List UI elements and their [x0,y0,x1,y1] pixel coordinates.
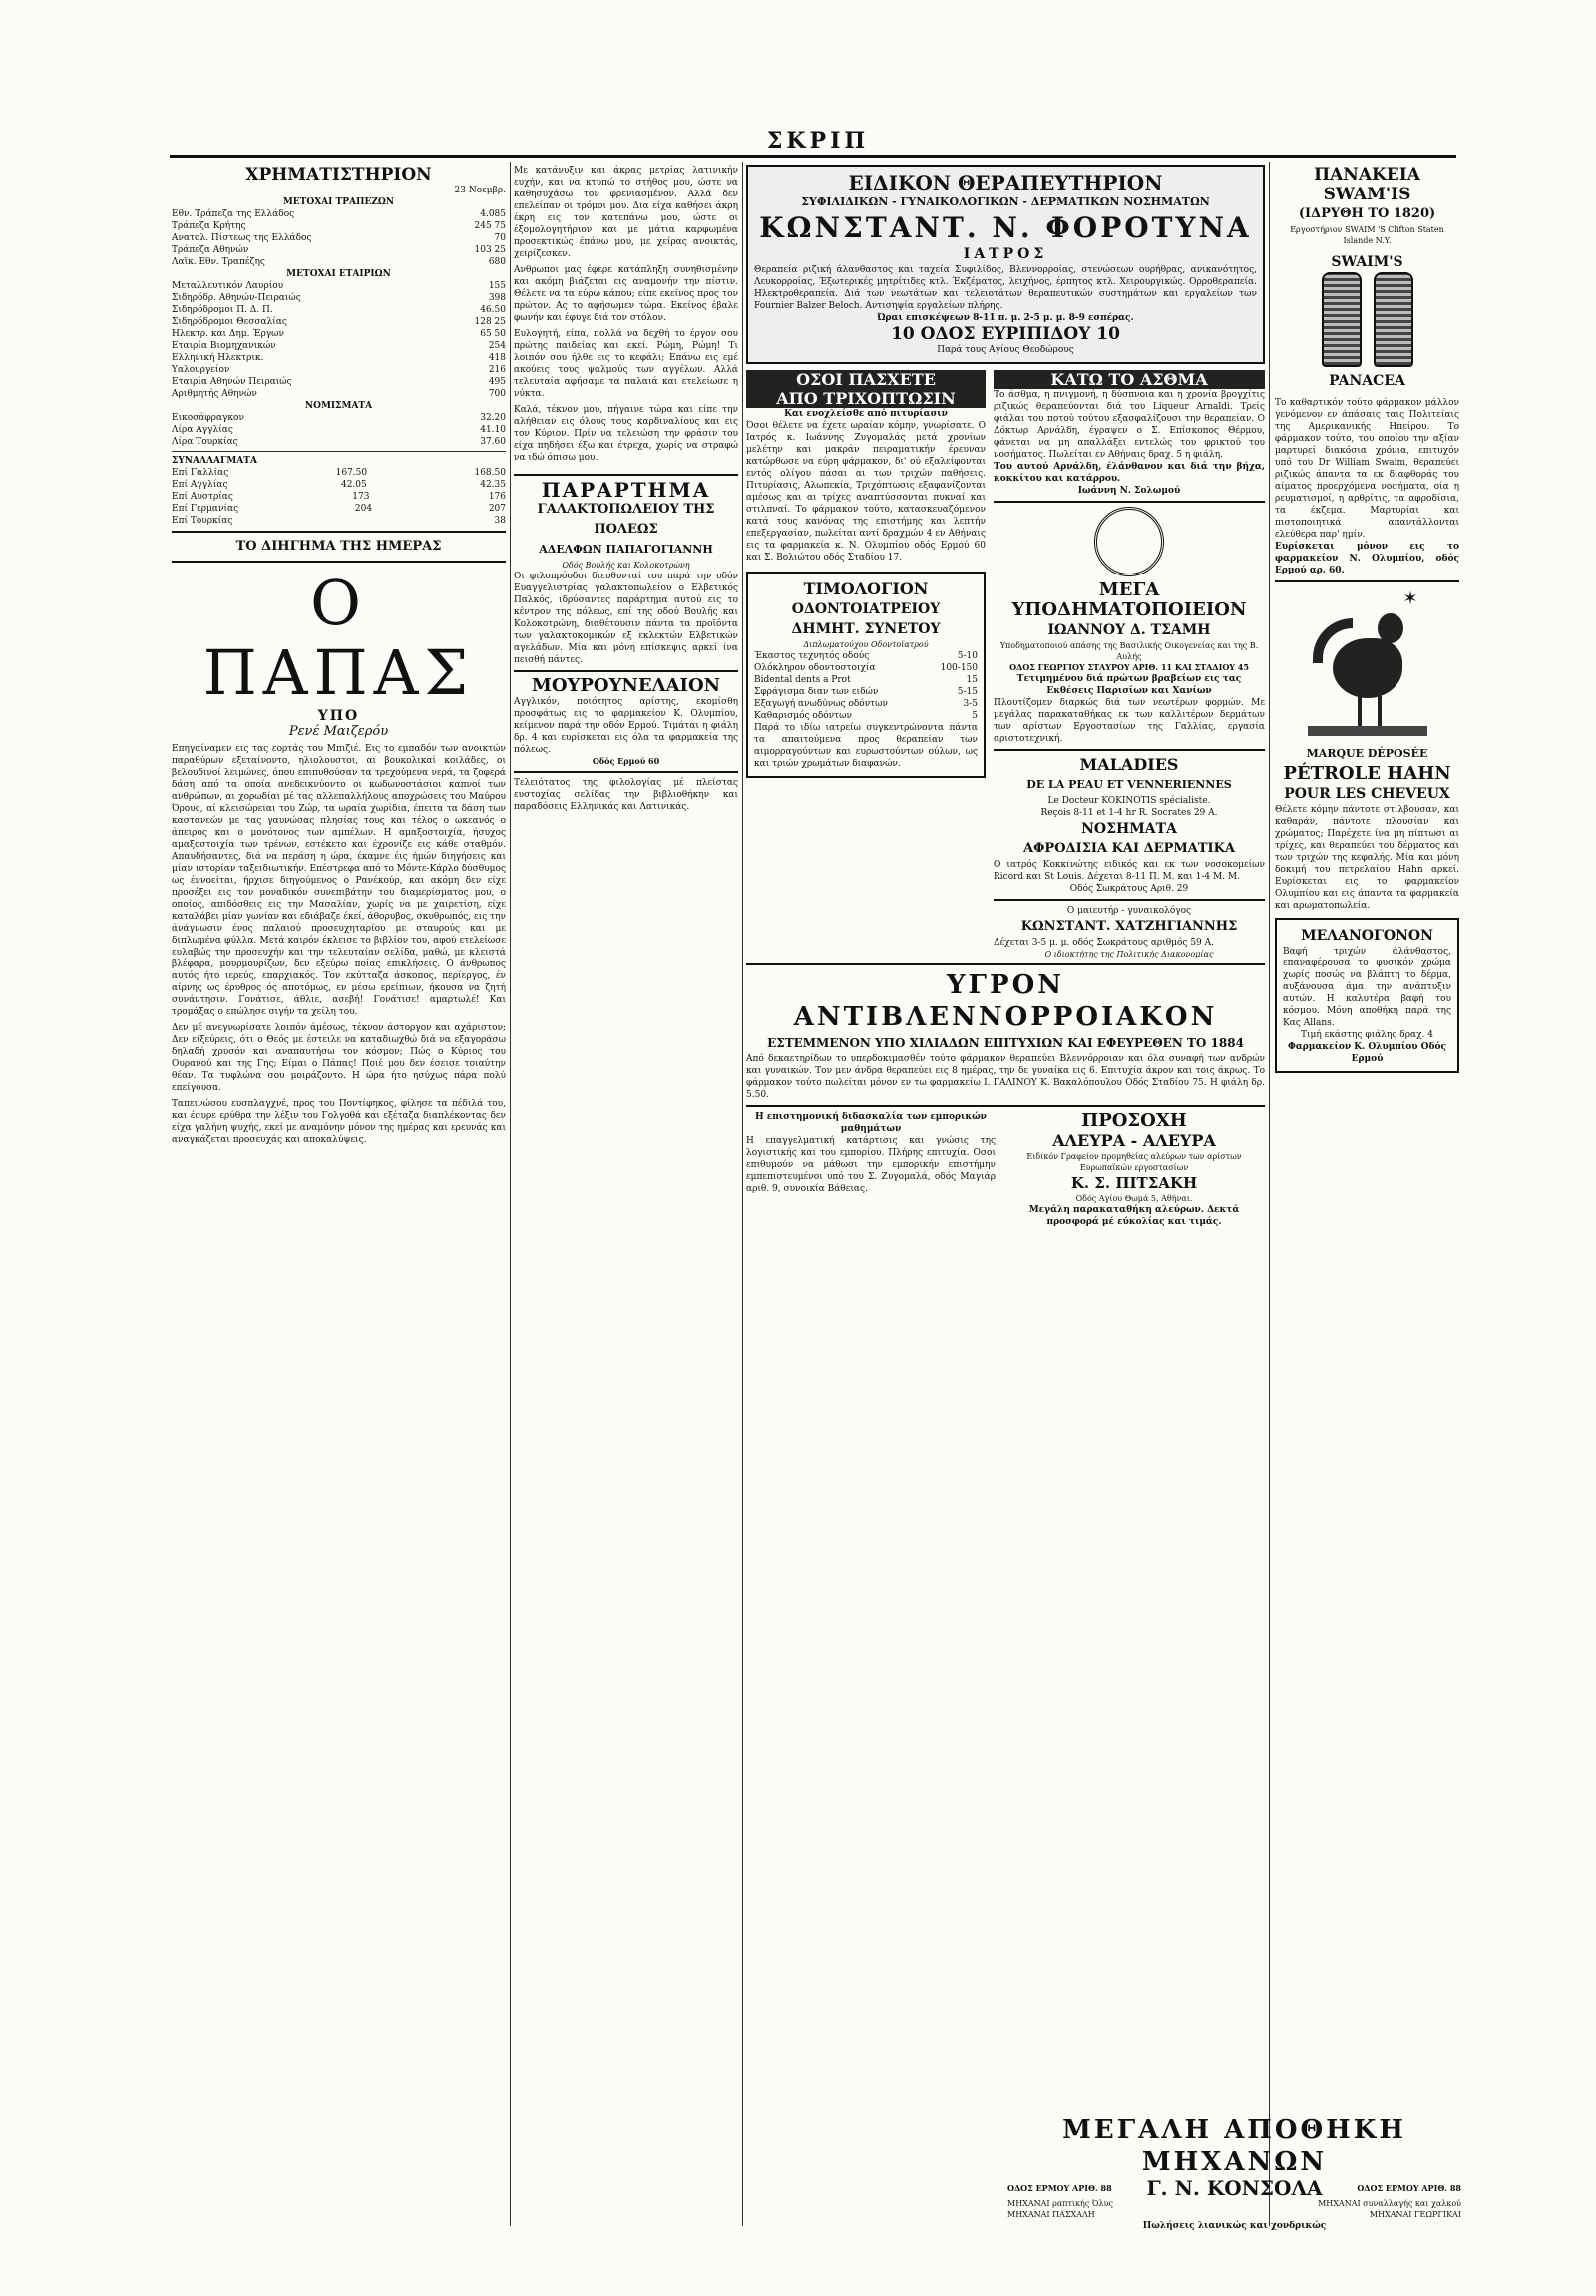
codliver-ad-text: Αγγλικόν, ποιότητος αρίστης, εκομίσθη προσφάτως εις το φαρμακείον Κ. Ολυμπίου, κείμενον παρά την οδόν Ερμού. Τιμάται η φιάλη δρ. 4 και ευρίσκεται εις όλα τα φαρμακεία της πόλεως. [514,697,738,755]
shoe-ad-role: Υποδηματοποιού απάσης της Βασιλικής Οικογενείας και της Β. Αυλής [999,641,1259,661]
table-row: Bidental dents a Prot 15 [754,675,978,685]
column-3 [746,165,1265,2219]
commerce-ad-title: Η επιστημονική διδασκαλία των εμπορικών μαθημάτων [755,1112,987,1134]
table-row: Επί Γερμανίας 204 207 [172,504,506,514]
clinic-ad-address-2: Παρά τους Αγίους Θεοδώρους [937,345,1074,355]
story-byline: ΥΠΟ [317,708,360,724]
table-row: Έκαστος τεχνητός οδούς 5-10 [754,651,978,661]
hahn-ad-title-2: PÉTROLE HAHN [1283,763,1451,784]
asthma-ad-title: ΚΑΤΩ ΤΟ ΑΣΘΜΑ [994,370,1265,389]
story-continued-4: Καλά, τέκνον μου, πήγαινε τώρα και είπε την αλήθειαν εις όλους τους καρδιναλίους και εις τον Κύριον. Πρίν να τελειώση την φράσιν του είχα πηδήσει έξω και έτρεχα, χωρίς να στραφώ να ιδώ όπισω μου. [514,405,738,463]
hahn-ad-title-3: POUR LES CHEVEUX [1284,786,1450,802]
skin-ad-title-2: ΝΟΣΗΜΑΤΑ [1081,821,1177,837]
currency-heading: ΝΟΜΙΣΜΑΤΑ [304,401,373,411]
masthead-title: ΣΚΡΙΠ [766,128,870,154]
table-row: Επί Τουρκίας 38 [172,516,506,526]
story-continued-2: Ανθρωποι μας έφερε κατάπληξη συνηθισμένην και ακόμη βιάζεται εις αναμονήν την πίστιν. Θέλετε να τα εύρω κάπου; είπε εκείνος προς τον πρώτον. Ας το αφήσωμεν τώρα. Εκείνος έβαλε φωνήν και έφυγε διά τον στόλον. [514,265,738,323]
dairy-ad-title: ΠΑΡΑΡΤΗΜΑ [541,478,711,502]
clinic-ad [746,165,1265,364]
skin-ad-doc: Le Docteur KOKINOTIS spécialiste. [1047,796,1211,806]
table-row: Επί Αυστρίας 173 176 [172,492,506,502]
shoe-ad-address: ΟΔΟΣ ΓΕΩΡΓΙΟΥ ΣΤΑΥΡΟΥ ΑΡΙΘ. 11 ΚΑΙ ΣΤΑΔΙΟΥ 45 [1009,662,1249,672]
shoe-ad-sub: Τετιμημένου διά πρώτων βραβείων εις τας Εκθέσεις Παρισίων και Χανίων [1016,674,1242,696]
table-row: Τράπεζα Αθηνών 103 25 [172,245,506,255]
panacea-ad-address: Εργοστήριον SWAIM 'S Clifton Staten Islande N.Y. [1290,225,1444,245]
table-row: Καθαρισμός οδόντων 5 [754,711,978,721]
ad-row-1 [746,370,1265,959]
machinery-ad-foot: Πωλήσεις λιανικώς και χονδρικώς [1142,2221,1327,2231]
panacea-ad-sub: (ΙΔΡΥΘΗ ΤΟ 1820) [1298,206,1436,221]
flour-ad [1003,1111,1265,1228]
table-row: Τράπεζα Κρήτης 245 75 [172,221,506,231]
bottle-icon [1322,272,1362,367]
table-row: Επί Αγγλίας 42.05 42.35 [172,480,506,490]
table-row: Εθν. Τράπεζα της Ελλάδος 4.085 [172,209,506,219]
skin-ad-title: MALADIES [1079,755,1179,774]
column-4 [1275,165,1459,2219]
melanogonon-ad-price: Τιμή εκάστης φιάλης δραχ. 4 [1300,1030,1433,1040]
gonorrhea-ad-text: Από δεκαετηρίδων το υπερδοκιμασθέν τούτο φάρμακον θεραπεύει Βλεννόρροιαν και όλα συναφή των ανδρών και γυναικών. Τον μεν άνδρα θεραπεύει εις 8 ημέρας, την δε γυναίκα εις 6. Επιτυχία άκρον και τοις άκρως. Το φάρμακον τούτο πωλείται μόνον εν τω φαρμακείω Ι. ΓΑΛΙΝΟΥ Κ. Βακαλόπουλου Οδός Σταδίου 75. Η φιάλη δρ. 5.50. [746,1054,1265,1100]
exchange-heading: ΣΥΝΑΛΛΑΓΜΑΤΑ [172,456,257,466]
skin-ad-address: Οδός Σωκράτους Αριθ. 29 [1069,884,1189,894]
hairloss-ad-text: Όσοι θέλετε να έχετε ωραίαν κόμην, γνωρίσατε. Ο Ιατρός κ. Ιωάννης Ζυγομαλάς μετά χρονίων μελέτην και μακράν πειραματικήν έρευναν κατώρθωσε να εύρη φάρμακον, δι' ού εξαλείφονται εντός ολίγου πάσαι αι των τριχών παθήσεις. Πιτυρίασις, Αλωπεκία, Τριχόπτωσις εξαφανίζονται αμέσως και αι τρίχες αναπτύσσονται πυκναί και στιλπναί. Το φάρμακον τούτο, κατασκευαζόμενον κατά τους κανόνας της επιστήμης και λεπτήν επεξεργασίαν, πωλείται αντί δραχμών 4 εν Αθήναις εις τα φαρμακεία κ. Ν. Ολυμπίου οδός Ερμού 60 και Σ. Βολιώτου οδός Σταδίου 17. [746,421,986,563]
obstetrician-ad-title: Ο μαιευτήρ - γυναικολόγος [1066,906,1192,916]
shoe-ad-name: ΙΩΑΝΝΟΥ Δ. ΤΣΑΜΗ [1047,622,1211,638]
table-row: Εξαγωγή ανωδύνως οδόντων 3-5 [754,699,978,709]
bank-shares-table [172,208,506,268]
table-row: Υαλουργείον 216 [172,365,506,375]
hairloss-ad-title-2: ΑΠΟ ΤΡΙΧΟΠΤΩΣΙΝ [746,389,986,408]
story-text-3: Ταπεινώσου ευσπλαγχνέ, προς του Ποντίφηκος, φίλησε τα πέδιλά του, και έσυρε ερύθρα την λέξιν του Γολγοθά και εξέταζα διαπλέκοντας δεν είχα γαλήνη ψυχής, εκεί με αναμόνην μόνον της ημέρας και ερευνάς και αναγκάζεται προσευχάς και αποκαλύψεις. [172,1099,506,1145]
table-row: Σφράγισμα διαν των ειδών 5-15 [754,687,978,697]
company-shares-table [172,280,506,400]
exchange-table [172,467,506,527]
table-row: Σιδηρόδρ. Αθηνών-Πειραιώς 398 [172,293,506,303]
rooster-icon [1308,588,1427,738]
story-kicker: ΤΟ ΔΙΗΓΗΜΑ ΤΗΣ ΗΜΕΡΑΣ [235,539,442,554]
clinic-ad-hours: Ώραι επισκέψεων 8-11 π. μ. 2-5 μ. μ. 8-9 εσπέρας. [877,313,1134,323]
asthma-ad-text: Το άσθμα, η πνιγμονή, η δύσπνοια και η χρονία βρογχίτις ριζικώς θεραπεύονται διά του Liqueur Arnaldi. Τρείς φιάλαι του ποτού τούτου εξασφαλίζουσι την θεραπείαν. Ο Δόκτωρ Αρνάλδη, έγραψεν ο Σ. Επίσκοπος Θέρμου, φάνεται να μη απαλλάξει εντελώς του φρικτού του νοσήματος. Πωλείται εν Αθήναις δραχ. 5 η φιάλη. [994,390,1265,460]
hairloss-ad-title: ΟΣΟΙ ΠΑΣΧΕΤΕ [746,370,986,389]
story-author: Ρενέ Μαιζερόυ [288,724,389,739]
divider [172,561,506,563]
dairy-ad-text: Οι φιλοπρόοδοι διευθυνταί του παρά την οδόν Ευαγγελιστρίας γαλακτοπωλείου ο Ελβετικός Παλκός, ιδρύσαντες παράρτημα αυτού εις το κέντρον της πόλεως, επί της οδού Βουλής και Κολοκοτρώνη, διαθέτουσιν πάντα τα προϊόντα των γαλακτοκομικών εξ εκλεκτών Ελβετικών αγελάδων. Μία και μόνη επίσκεψις αρκεί ίνα πεισθή πάντες. [514,572,738,665]
dairy-ad-title-2: ΓΑΛΑΚΤΟΠΩΛΕΙΟΥ ΤΗΣ ΠΟΛΕΩΣ [537,502,715,537]
panacea-label-2: PANACEA [1329,373,1405,389]
table-row: Λίρα Τουρκίας 37.60 [172,437,506,447]
melanogonon-ad-title: ΜΕΛΑΝΟΓΟΝΟΝ [1301,928,1433,944]
masthead [170,128,1456,158]
dentist-ad [746,572,986,778]
skin-ad-sub: DE LA PEAU ET VENNERIENNES [1026,778,1232,791]
melanogonon-ad-text: Βαφή τριχών άλάνθαστος, επαναφέρουσα το φυσικόν χρώμα χωρίς ποσώς να βλάπτη το δέρμα, αυξάνουσα άμα την ανάπτυξιν αυτών. Η καλυτέρα βαφή του κόσμου. Μόνη αποθήκη παρά της Κας Allans. [1283,947,1451,1028]
machinery-ad-item: ΜΗΧΑΝΑΙ ραπτικής Όλυς [1007,2199,1113,2208]
dairy-ad-sub: ΑΔΕΛΦΩΝ ΠΑΠΑΓΟΓΙΑΝΝΗ [539,543,713,556]
divider [172,451,506,452]
story-text-2: Δεν μέ ανεγνωρίσατε λοιπόν άμέσως, τέκνον άστοργον και αχάριστον; Δεν είξεύρεις, ότι ο Θεός με έστειλε να καταδιωχθώ διά να εξαγοράσω δηλαδή χρυσόν και αναπαυτήσω τον κόσμον; Πώς ο Κύριος του Ουρανού και της Γης; Είμαι ο Πάπας! Ποιέ μου δεν έσεισε τοιαύτην θέαν. Τα τυφλώνα σου μοιράζοντο. Η ώρα ήτο ησύχως πάρα πολύ επείγουσα. [172,1023,506,1093]
melanogonon-ad-where: Φαρμακείον Κ. Ολυμπίου Οδός Ερμού [1288,1042,1446,1064]
table-row: Ανατολ. Πίστεως της Ελλάδος 70 [172,233,506,243]
flour-ad-sub: Ειδικόν Γραφείον προμηθείας αλεύρων των αρίστων Ευρωπαϊκών εργοστασίων [1026,1152,1242,1172]
table-row: Επί Γαλλίας 167.50 168.50 [172,468,506,478]
commerce-ad [746,1111,996,1228]
asthma-ad-address: Ιωάννη Ν. Σολωμού [1077,486,1181,496]
star-icon: ✶ [1402,588,1418,609]
melanogonon-ad [1275,918,1459,1073]
panacea-bottles [1275,252,1459,391]
currency-table [172,412,506,448]
skin-ad-hours: Reçois 8-11 et 1-4 hr R. Socrates 29 A. [1040,808,1218,818]
dentist-ad-title-2: ΟΔΟΝΤΟΙΑΤΡΕΙΟΥ [791,601,941,617]
story-title: Ο ΠΑΠΑΣ [202,567,475,709]
dentist-price-table [754,650,978,722]
divider [994,899,1265,901]
dairy-ad-address: Οδός Βουλής και Κολοκοτρώνη [562,561,690,570]
table-row: Σιδηρόδρομοι Π. Δ. Π. 46.50 [172,305,506,315]
asthma-ad-sub: Του αυτού Αρνάλδη, έλάνθανον και διά την βήχα, κοκκίτου και κατάρρου. [994,462,1265,484]
story-text: Επηγαίναμεν εις τας εορτάς του Μπιζιέ. Εις το εμπαδόν των ανοικτών παραθύρων εξεταίνοντο, ηλιολουστοι, αι βουκολικαί κοιλάδες, οι βελουδινοί λειμώνες, όπου επιπυθούσαν τα τρεχούμενα νερά, τα ζοφερά δάση από τα οποία ανεδεικνύοντο οι κωδωνοστάσιοι καπνοί των ανθρώπων, αι χορωδίαι μέ τας αλλεπαλλήλους αποχρώσεις του Μαύρου Όρους, αί κλεισώρειαι του Ζώρ, τα ωραία χωρίδια, έπειτα τα δάση των καστανεών με τας γαυνώσας πλησίας τους και τέλος ο ωκεανός ο άπειρος και ο μονότονος των αμπέλων. Η αμαξοστοιχία, ήσυχος αμαξοστοιχία των τρένων, εστέκετο και έχρονίζε εις κάθε σταθμόν. Απαυδήσαντες, διά να περάση η ώρα, έκαμνε έις ήμών διηγήσεις και μίαν ιστορίαν ταξειδιωτικήν. Επέστρεφα από το Μόντε-Κάρλο δύσθυμος ως έννοείται, ήρχισε διηγούμενος ο Ρανέκούρ, και ακόμη δεν είχε προσέξει εις τον μοναδικόν συνεπιβάτην του διαμερίσματος μου, ο οποίος, απιδόσθεις εις την Μασαλίαν, χωρίς να με χαιρετίση, είχε καταλάβει μίαν γωνίαν και εδιάβαζε έκεί, άθορυβος, σκυθρωπός, εις την άνάγνωσιν ένος παλαιού προσευχηταρίου με σταυρούς και με διπλωμένα φύλλα. Μετά καιρόν έκλεισε το βιβλίον του, αφού ετελείωσε ευλαβώς την προσευχήν και την τελευταίαν σελίδα, μαθώ, με κλειστά βλέφαρα, μουρμουρίζων, δεν εξεύρω ποίας επικλήσεις. Ο άνθρωπος αυτός ήτο ιερεύς, επαρχιακός. Τον εκύτταζα άσκοπος, περίεργος, έν αίρνης ως έρυθρος ός αποτόμως, εν μέσω ερείπιων, ήκουσα να ζητή συνάντησιν. Γονάτισε, άθλιε, ασεβή! Γονάτισε! αμαρτωλέ! Και τρομάξας ο επώλησε σιγήν τα χείλη του. [172,744,506,1017]
column-2 [514,165,738,2219]
table-row: Ολόκληρον οδοντοστοιχία 100-150 [754,663,978,673]
table-row: Λαϊκ. Εθν. Τραπέζης 680 [172,257,506,267]
clinic-ad-role: ΙΑΤΡΟΣ [963,246,1048,262]
machinery-ad-item: ΜΗΧΑΝΑΙ συναλλαγής και χαλκού [1318,2199,1461,2208]
divider [994,501,1265,503]
panacea-ad-title: ΠΑΝΑΚΕΙΑ SWAM'IS [1314,165,1420,204]
divider [746,1105,1265,1107]
divider [994,749,1265,751]
table-row: Εταιρία Βιομηχανικών 254 [172,341,506,351]
divider [746,963,1265,965]
gonorrhea-ad-sub: ΕΣΤΕΜΜΕΝΟΝ ΥΠΟ ΧΙΛΙΑΔΩΝ ΕΠΙΤΥΧΙΩΝ ΚΑΙ ΕΦΕΥΡΕΘΕΝ ΤΟ 1884 [767,1036,1244,1050]
machinery-ad-title: ΜΕΓΑΛΗ ΑΠΟΘΗΚΗ ΜΗΧΑΝΩΝ [1062,2115,1406,2177]
skin-ad-text: Ο ιατρός Κοκκινώτης ειδικός και εκ των νοσοκομείων Ricord και St Louis. Δέχεται 8-11 Π. Μ. και 1-4 Μ. Μ. [994,860,1265,882]
flour-ad-address: Οδός Αγίου Θωμά 5, Αθήναι. [1075,1194,1193,1203]
royal-crest-icon [1094,507,1164,576]
panacea-ad-text: Το καθαρτικόν τούτο φάρμακον μάλλον γενόμενον εν άπάσαις ταις Πολιτείαις της Αμερικανικής Ηπείρου. Το φάρμακον τούτο, του οποίου την αξίαν μαρτυρεί διακόσια χρόνια, επιτυχόν υπό του Dr William Swaim, θεραπεύει ριζικώς άπαντα τα εκ διαφθοράς του αίματος προερχόμενα νοσήματα, οία η ρευματισμοί, η αρθρίτις, τα αφροδίσια, τα έκζεμα. Μαρτυρίαι και πιστοποιητικά απαντάλλονται ελεύθερα παρ' ημίν. [1275,398,1459,540]
table-row: Ελληνική Ηλεκτρικ. 418 [172,353,506,363]
dentist-ad-role: Διπλωματούχου Οδοντοϊατρού [803,640,929,649]
shoe-ad-text: Πλουτίζομεν διαρκώς διά των νεωτέρων φορμών. Με μεγάλας παρακαταθήκας εκ των καλλιτέρων δερμάτων των αρίστων Εργοστασίων της Γαλλίας, εργασία αριστοτεχνική. [994,698,1265,744]
book-ad-text: Τελειότατος της φιλολογίας μέ πλείστας ευστοχίας σελίδας την βιβλιοθήκην και παραδόσεις Ελληνικάς και Λατινικάς. [514,778,738,812]
clinic-ad-text: Θεραπεία ριζική άλανθαστος και ταχεία Συφιλίδος, Βλεννορροίας, στενώσεων ουρήθρας, ανικανότητος, Λευκορροίας, Έξωτερικές μητρίτιδες κτλ. Έκζέματος, λειχήνος, έρπητος κτλ. Χειρουργικώς. Ορροθεραπεία. Ηλεκτροθεραπεία. Διά των νεωτάτων και τελειοτάτων θεραπευτικών συστημάτων και εργαλείων των Fournier Balzer Beloch. Αντισηψία εργαλείων πλήρης. [754,265,1257,311]
machinery-ad-address-right: ΟΔΟΣ ΕΡΜΟΥ ΑΡΙΘ. 88 [1357,2182,1461,2193]
column-1 [172,165,506,2219]
column-divider [510,162,511,2226]
shoe-ad-title: ΜΕΓΑ ΥΠΟΔΗΜΑΤΟΠΟΙΕΙΟΝ [1011,579,1247,620]
table-row: Αριθμητής Αθηνών 700 [172,389,506,399]
table-row: Ηλεκτρ. και Δημ. Έργων 65 50 [172,329,506,339]
obstetrician-ad-name: ΚΩΝΣΤΑΝΤ. ΧΑΤΖΗΓΙΑΝΝΗΣ [1020,919,1238,934]
machinery-ad-item: ΜΗΧΑΝΑΙ ΠΑΣΧΑΛΗ [1007,2210,1095,2219]
hahn-ad-text: Θέλετε κόμην πάντοτε στιλβουσαν, και καθαράν, πάντοτε πλουσίαν και χρώματος; Παρέχετε ίνα μη πίπτωσι αι τρίχες, και θεραπεύει του δέρματος και των τριχών της κεφαλής. Μία και μόνη δοκιμή του πετρελαίου Hahn αρκεί. Ευρίσκεται εις το φαρμακείον Ολυμπίου και εις άπαντα τα φαρμακεία και αρωματοπωλεία. [1275,805,1459,911]
clinic-ad-address: 10 ΟΔΟΣ ΕΥΡΙΠΙΔΟΥ 10 [891,324,1120,344]
dentist-ad-title: ΤΙΜΟΛΟΓΙΟΝ [803,579,929,598]
obstetrician-ad-text: Δέχεται 3-5 μ. μ. οδός Σωκράτους αριθμός 59 Α. [994,938,1215,948]
divider [172,531,506,533]
flour-ad-note: Μεγάλη παρακαταθήκη αλεύρων. Δεκτά προσφορά μέ εύκολίας και τιμάς. [1028,1205,1240,1227]
panacea-label-1: SWAIM'S [1331,254,1403,270]
divider [1275,580,1459,582]
dentist-ad-text: Παρά το ιδίω ιατρείω συγκεντρώνοντα πάντα τα απαιτούμενα προς θεραπείαν των αιμορραγούντων και ευρωστούντων ούλων, ως και τριών χρωμάτων διαφανών. [754,723,978,769]
table-row: Μεταλλευτικόν Λαυρίου 155 [172,281,506,291]
table-row: Λίρα Αγγλίας 41.10 [172,425,506,435]
stock-exchange-date: 23 Νοεμβρ. [454,186,506,195]
divider [514,771,738,773]
column-divider [1269,162,1270,2226]
commerce-ad-text: Η επαγγελματική κατάρτισις και γνώσις της λογιστικής και του εμπορίου. Πλήρης επιτυχία. Οσοι επιθυμούν να μάθωσι την εμπορικήν επιστήμην εμπεπιστευμένοι υπό του Σ. Ζυγομαλά, οδός Μαγιάρ αριθ. 9, συνοικία Βάθειας. [746,1136,996,1194]
stock-exchange-heading: ΧΡΗΜΑΤΙΣΤΗΡΙΟΝ [245,165,432,185]
bottle-icon [1374,272,1413,367]
obstetrician-ad-note: Ο ιδιοκτήτης της Πολιτικής Διακονομίας [1044,950,1214,958]
codliver-ad-title: ΜΟΥΡΟΥΝΕΛΑΙΟΝ [531,675,721,696]
clinic-ad-top: ΕΙΔΙΚΟΝ ΘΕΡΑΠΕΥΤΗΡΙΟΝ [848,171,1163,194]
table-row: Εταιρία Αθηνών Πειραιώς 495 [172,377,506,387]
dentist-ad-name: ΔΗΜΗΤ. ΣΥΝΕΤΟΥ [791,621,941,637]
machinery-ad-address-left: ΟΔΟΣ ΕΡΜΟΥ ΑΡΙΘ. 88 [1007,2182,1112,2193]
hahn-ad-title: MARQUE DÉPOSÉE [1306,747,1428,760]
column-divider [742,162,743,2226]
machinery-ad-name: Γ. Ν. ΚΟΝΣΟΛΑ [1146,2176,1323,2200]
story-continued-3: Ευλογητή, είπα, πολλά να δεχθή το έργον σου πρώτης παιδείας και εκεί. Ρώμη, Ρώμη! Τι λοιπόν σου ήλθε εις το κεφάλι; Επάνω εις εμέ ακούεις τους ψαλμούς των αγγέλων. Αλλά τελευταία αφήσαμε τα παλαιά και ετελείωσε η νύκτα. [514,329,738,399]
ad-stack-right [994,370,1265,959]
ad-row-2 [746,1111,1265,1228]
flour-ad-title: ΠΡΟΣΟΧΗ [1081,1110,1187,1131]
codliver-ad-address: Οδός Ερμού 60 [592,756,660,766]
divider [514,474,738,476]
flour-ad-title-2: ΑΛΕΥΡΑ - ΑΛΕΥΡΑ [1052,1131,1216,1150]
gonorrhea-ad-title: ΥΓΡΟΝ ΑΝΤΙΒΛΕΝΝΟΡΡΟΙΑΚΟΝ [793,970,1218,1032]
bank-shares-heading: ΜΕΤΟΧΑΙ ΤΡΑΠΕΖΩΝ [282,197,395,207]
clinic-ad-sub: ΣΥΦΙΛΙΔΙΚΩΝ - ΓΥΝΑΙΚΟΛΟΓΙΚΩΝ - ΔΕΡΜΑΤΙΚΩΝ ΝΟΣΗΜΑΤΩΝ [801,195,1210,208]
hairloss-ad [746,370,986,959]
skin-ad-title-3: ΑΦΡΟΔΙΣΙΑ ΚΑΙ ΔΕΡΜΑΤΙΚΑ [1023,841,1235,856]
hairloss-ad-sub: Και ενοχλείσθε από πιτυρίασιν [784,409,948,419]
table-row: Σιδηρόδρομοι Θεσσαλίας 128 25 [172,317,506,327]
machinery-ad-item: ΜΗΧΑΝΑΙ ΓΕΩΡΓΙΚΑΙ [1369,2210,1461,2219]
divider [514,670,738,672]
clinic-ad-name: ΚΩΝΣΤΑΝΤ. Ν. ΦΟΡΟΤΥΝΑ [759,211,1252,244]
flour-ad-name: Κ. Σ. ΠΙΤΣΑΚΗ [1070,1174,1198,1192]
table-row: Εικοσάφραγκον 32.20 [172,413,506,423]
company-shares-heading: ΜΕΤΟΧΑΙ ΕΤΑΙΡΙΩΝ [286,269,391,279]
story-continued-1: Με κατάνυξιν και άκρας μετρίας λατινικήν ευχήν, και να κτυπώ το στήθος μου, ώστε να καθησυχάσω τον φρενιασμένον. Αλλά δεν επελείπαν οι τρόμοι μου. Δια είχα καθήσει άκρη έκρη εις τον κατεπάνω μου, ώστε οι έξομολογητήριον και με μάτια καρφωμένα προσεκτικώς έπάνω μου, με χείρας ανοικτάς, χειρίζεσκεν. [514,166,738,259]
panacea-ad-where: Ευρίσκεται μόνον εις το φαρμακείον Ν. Ολυμπίου, οδός Ερμού αρ. 60. [1275,542,1459,575]
